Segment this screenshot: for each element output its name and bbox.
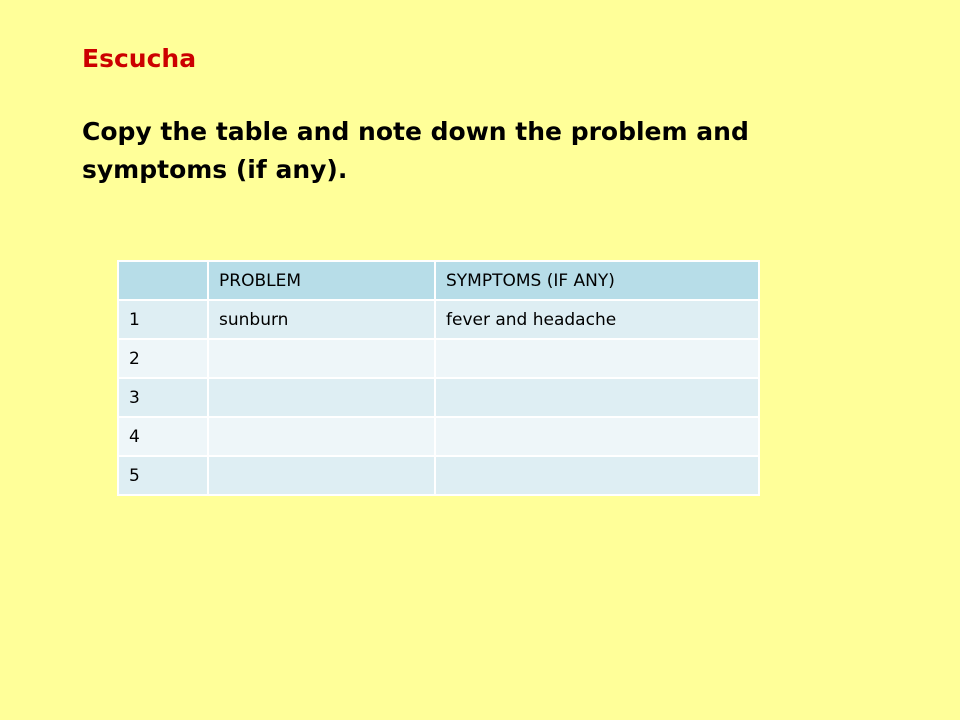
row-number-cell: 4 bbox=[118, 417, 208, 456]
header-cell-symptoms: SYMPTOMS (IF ANY) bbox=[435, 261, 759, 300]
problem-cell bbox=[208, 417, 435, 456]
table-row bbox=[118, 378, 759, 417]
row-number-cell: 5 bbox=[118, 456, 208, 495]
slide-title: Escucha bbox=[82, 44, 197, 73]
table-row bbox=[118, 300, 759, 339]
symptoms-cell bbox=[435, 378, 759, 417]
header-cell-problem: PROBLEM bbox=[208, 261, 435, 300]
row-number-cell: 2 bbox=[118, 339, 208, 378]
row-number-cell: 3 bbox=[118, 378, 208, 417]
listening-table bbox=[117, 260, 760, 496]
symptoms-cell bbox=[435, 456, 759, 495]
symptoms-cell bbox=[435, 339, 759, 378]
table-row bbox=[118, 456, 759, 495]
instruction-text: Copy the table and note down the problem and symptoms (if any). bbox=[82, 117, 749, 184]
table-header-row bbox=[118, 261, 759, 300]
row-number-cell: 1 bbox=[118, 300, 208, 339]
table-row bbox=[118, 417, 759, 456]
symptoms-cell bbox=[435, 417, 759, 456]
header-cell-number bbox=[118, 261, 208, 300]
problem-cell bbox=[208, 378, 435, 417]
problem-cell bbox=[208, 339, 435, 378]
table-row bbox=[118, 339, 759, 378]
symptoms-cell: fever and headache bbox=[435, 300, 759, 339]
problem-cell bbox=[208, 456, 435, 495]
problem-cell: sunburn bbox=[208, 300, 435, 339]
